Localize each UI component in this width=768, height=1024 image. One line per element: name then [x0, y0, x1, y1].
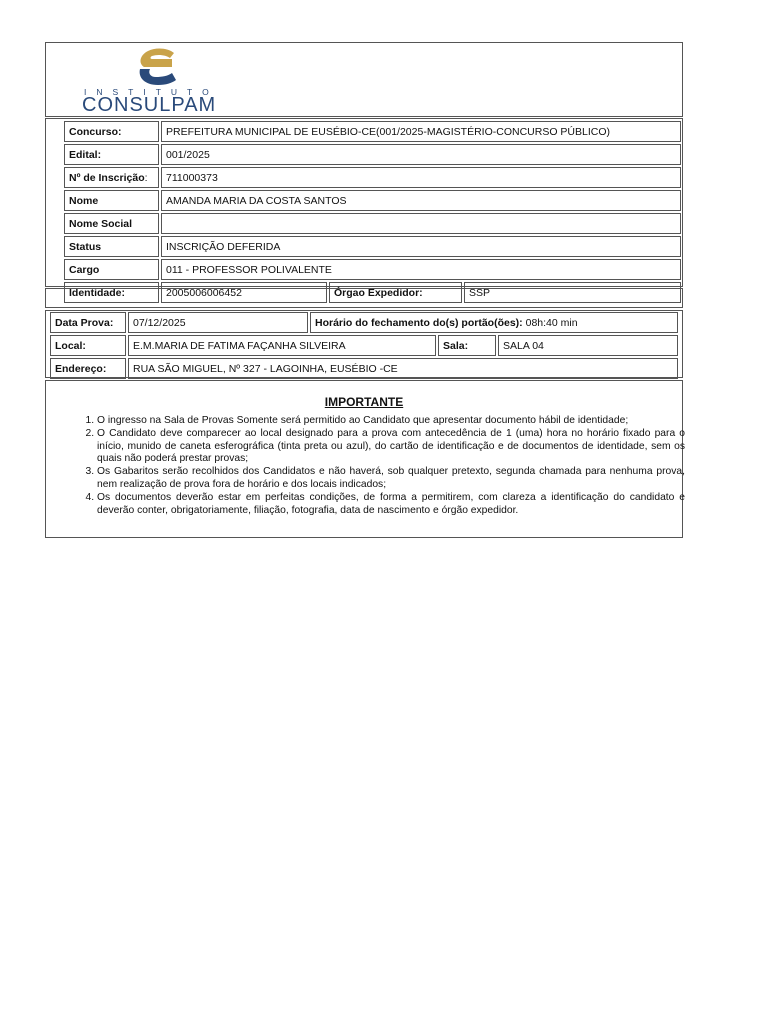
sala-value: SALA 04: [498, 335, 678, 356]
concurso-label: Concurso:: [64, 121, 159, 142]
row-nome: [64, 190, 681, 211]
candidate-table: [62, 119, 683, 305]
spacer-row: [45, 288, 683, 308]
identidade-label: Identidade:: [64, 282, 159, 303]
nome-label: Nome: [64, 190, 159, 211]
logo-name-text: CONSULPAM: [82, 94, 217, 116]
importante-list: [84, 415, 685, 517]
list-item: 4. Os documentos deverão estar em perfeitas condições, de forma a permitirem, com clareza a identificação do candidato e deverão conter, obrigatoriamente, filiação, fotografia, data de nascimento e órgão expedidor.: [97, 492, 685, 518]
horario-cell: [310, 312, 678, 333]
edital-value: 001/2025: [161, 144, 681, 165]
endereco-value: RUA SÃO MIGUEL, Nº 327 - LAGOINHA, EUSÉBIO -CE: [128, 358, 678, 379]
inscricao-label-suffix: :: [144, 171, 148, 184]
inscricao-label-cell: [64, 167, 159, 188]
row-nome-social: [64, 213, 681, 234]
logo-institute-text: INSTITUTO: [84, 87, 219, 97]
row-status: [64, 236, 681, 257]
list-item: 2. O Candidato deve comparecer ao local designado para a prova com antecedência de 1 (uma) hora no horário fixado para o início, munido de caneta esferográfica (tinta preta ou azul), do cartão de identificação e de documentos de identidade, sem os quais não poderá prestar provas;: [97, 428, 685, 466]
exam-table: [48, 310, 680, 381]
endereco-label: Endereço:: [50, 358, 126, 379]
importante-title: IMPORTANTE: [324, 395, 404, 409]
nome-social-value: [161, 213, 681, 234]
data-prova-value: 07/12/2025: [128, 312, 308, 333]
nome-social-label: Nome Social: [64, 213, 159, 234]
local-value: E.M.MARIA DE FATIMA FAÇANHA SILVEIRA: [128, 335, 436, 356]
orgao-value: SSP: [464, 282, 681, 303]
logo-mark-icon: [134, 47, 180, 87]
inscricao-value: 711000373: [161, 167, 681, 188]
sala-label: Sala:: [438, 335, 496, 356]
row-inscricao: [64, 167, 681, 188]
list-item: 1. O ingresso na Sala de Provas Somente será permitido ao Candidato que apresentar documento hábil de identidade;: [97, 415, 685, 428]
local-label: Local:: [50, 335, 126, 356]
header-box: [45, 42, 683, 117]
orgao-label: Órgao Expedidor:: [329, 282, 462, 303]
data-prova-label: Data Prova:: [50, 312, 126, 333]
status-value: INSCRIÇÃO DEFERIDA: [161, 236, 681, 257]
row-local: [50, 335, 678, 356]
row-concurso: [64, 121, 681, 142]
consulpam-logo: [82, 47, 242, 115]
row-data-prova: [50, 312, 678, 333]
horario-value: 08h:40 min: [525, 316, 578, 329]
list-item: 3. Os Gabaritos serão recolhidos dos Candidatos e não haverá, sob qualquer pretexto, segunda chamada para nenhuma prova, nem realização de prova fora de horário e dos locais indicados;: [97, 466, 685, 492]
row-endereco: [50, 358, 678, 379]
nome-value: AMANDA MARIA DA COSTA SANTOS: [161, 190, 681, 211]
cargo-value: 011 - PROFESSOR POLIVALENTE: [161, 259, 681, 280]
row-edital: [64, 144, 681, 165]
importante-section: [45, 380, 683, 538]
row-cargo: [64, 259, 681, 280]
inscricao-label: Nº de Inscrição: [69, 171, 145, 184]
edital-label: Edital:: [64, 144, 159, 165]
identidade-value: 2005006006452: [161, 282, 327, 303]
horario-label: Horário do fechamento do(s) portão(ões):: [315, 316, 523, 329]
status-label: Status: [64, 236, 159, 257]
cargo-label: Cargo: [64, 259, 159, 280]
concurso-value: PREFEITURA MUNICIPAL DE EUSÉBIO-CE(001/2025-MAGISTÉRIO-CONCURSO PÚBLICO): [161, 121, 681, 142]
